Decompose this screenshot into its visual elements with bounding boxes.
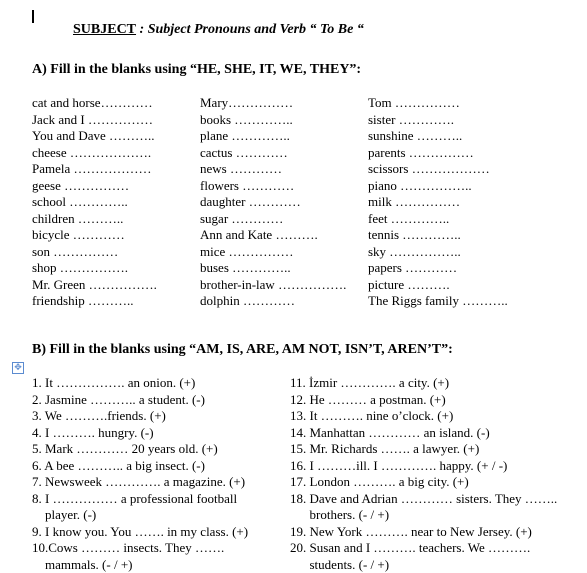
list-item: cactus …………	[200, 145, 346, 162]
list-item: books …………..	[200, 112, 346, 129]
exercise-line: 13. It ………. nine o’clock. (+)	[290, 408, 557, 425]
exercise-line: 10.Cows ……… insects. They …….	[32, 540, 248, 557]
list-item: feet …………..	[368, 211, 508, 228]
list-item: Ann and Kate ……….	[200, 227, 346, 244]
section-b-left-column	[32, 375, 248, 573]
exercise-line: 17. London ………. a big city. (+)	[290, 474, 557, 491]
section-a-column-2	[200, 95, 346, 310]
list-item: The Riggs family ………..	[368, 293, 508, 310]
exercise-line: 3. We ……….friends. (+)	[32, 408, 248, 425]
list-item: plane …………..	[200, 128, 346, 145]
list-item: children ………..	[32, 211, 157, 228]
text-cursor	[32, 10, 34, 23]
exercise-line: 8. I …………… a professional football	[32, 491, 248, 508]
list-item: dolphin …………	[200, 293, 346, 310]
list-item: mice ……………	[200, 244, 346, 261]
exercise-line: 19. New York ………. near to New Jersey. (+)	[290, 524, 557, 541]
table-move-handle-icon[interactable]: ✥	[12, 362, 24, 374]
list-item: cat and horse…………	[32, 95, 157, 112]
list-item: Pamela ………………	[32, 161, 157, 178]
exercise-line: 7. Newsweek …………. a magazine. (+)	[32, 474, 248, 491]
list-item: shop …………….	[32, 260, 157, 277]
section-a-heading: A) Fill in the blanks using “HE, SHE, IT, WE, THEY”:	[32, 62, 361, 78]
list-item: sister ………….	[368, 112, 508, 129]
list-item: scissors ………………	[368, 161, 508, 178]
list-item: picture ……….	[368, 277, 508, 294]
exercise-line: 20. Susan and I ………. teachers. We ……….	[290, 540, 557, 557]
list-item: milk ……………	[368, 194, 508, 211]
exercise-line: 9. I know you. You ……. in my class. (+)	[32, 524, 248, 541]
list-item: tennis …………..	[368, 227, 508, 244]
exercise-line: 6. A bee ……….. a big insect. (-)	[32, 458, 248, 475]
list-item: cheese ……………….	[32, 145, 157, 162]
exercise-line: 12. He ……… a postman. (+)	[290, 392, 557, 409]
exercise-line: 2. Jasmine ……….. a student. (-)	[32, 392, 248, 409]
subject-topic: : Subject Pronouns and Verb “ To Be “	[136, 22, 364, 37]
list-item: flowers …………	[200, 178, 346, 195]
list-item: geese ……………	[32, 178, 157, 195]
exercise-line: 16. I ………ill. I …………. happy. (+ / -)	[290, 458, 557, 475]
section-a-column-3	[368, 95, 508, 310]
list-item: Jack and I ……………	[32, 112, 157, 129]
section-b-heading: B) Fill in the blanks using “AM, IS, ARE, AM NOT, ISN’T, AREN’T”:	[32, 342, 453, 358]
list-item: sunshine ………..	[368, 128, 508, 145]
section-b-right-column	[290, 375, 557, 573]
exercise-line: 5. Mark ………… 20 years old. (+)	[32, 441, 248, 458]
list-item: son ……………	[32, 244, 157, 261]
list-item: Mary……………	[200, 95, 346, 112]
subject-label: SUBJECT	[73, 22, 136, 37]
list-item: You and Dave ………..	[32, 128, 157, 145]
exercise-line: students. (- / +)	[290, 557, 557, 573]
list-item: brother-in-law …………….	[200, 277, 346, 294]
exercise-line: mammals. (- / +)	[32, 557, 248, 573]
list-item: school …………..	[32, 194, 157, 211]
list-item: parents ……………	[368, 145, 508, 162]
exercise-line: brothers. (- / +)	[290, 507, 557, 524]
exercise-line: 18. Dave and Adrian ………… sisters. They ……..	[290, 491, 557, 508]
exercise-line: 1. It ……………. an onion. (+)	[32, 375, 248, 392]
exercise-line: 4. I ………. hungry. (-)	[32, 425, 248, 442]
section-a-column-1	[32, 95, 157, 310]
list-item: daughter …………	[200, 194, 346, 211]
list-item: piano ……………..	[368, 178, 508, 195]
exercise-line: 14. Manhattan ………… an island. (-)	[290, 425, 557, 442]
exercise-line: 15. Mr. Richards ……. a lawyer. (+)	[290, 441, 557, 458]
exercise-line: player. (-)	[32, 507, 248, 524]
list-item: Mr. Green …………….	[32, 277, 157, 294]
exercise-line: 11. İzmir …………. a city. (+)	[290, 375, 557, 392]
list-item: news …………	[200, 161, 346, 178]
worksheet-title	[73, 22, 364, 38]
list-item: bicycle …………	[32, 227, 157, 244]
list-item: sky ……………..	[368, 244, 508, 261]
list-item: buses …………..	[200, 260, 346, 277]
list-item: friendship ………..	[32, 293, 157, 310]
list-item: sugar …………	[200, 211, 346, 228]
list-item: papers …………	[368, 260, 508, 277]
list-item: Tom ……………	[368, 95, 508, 112]
